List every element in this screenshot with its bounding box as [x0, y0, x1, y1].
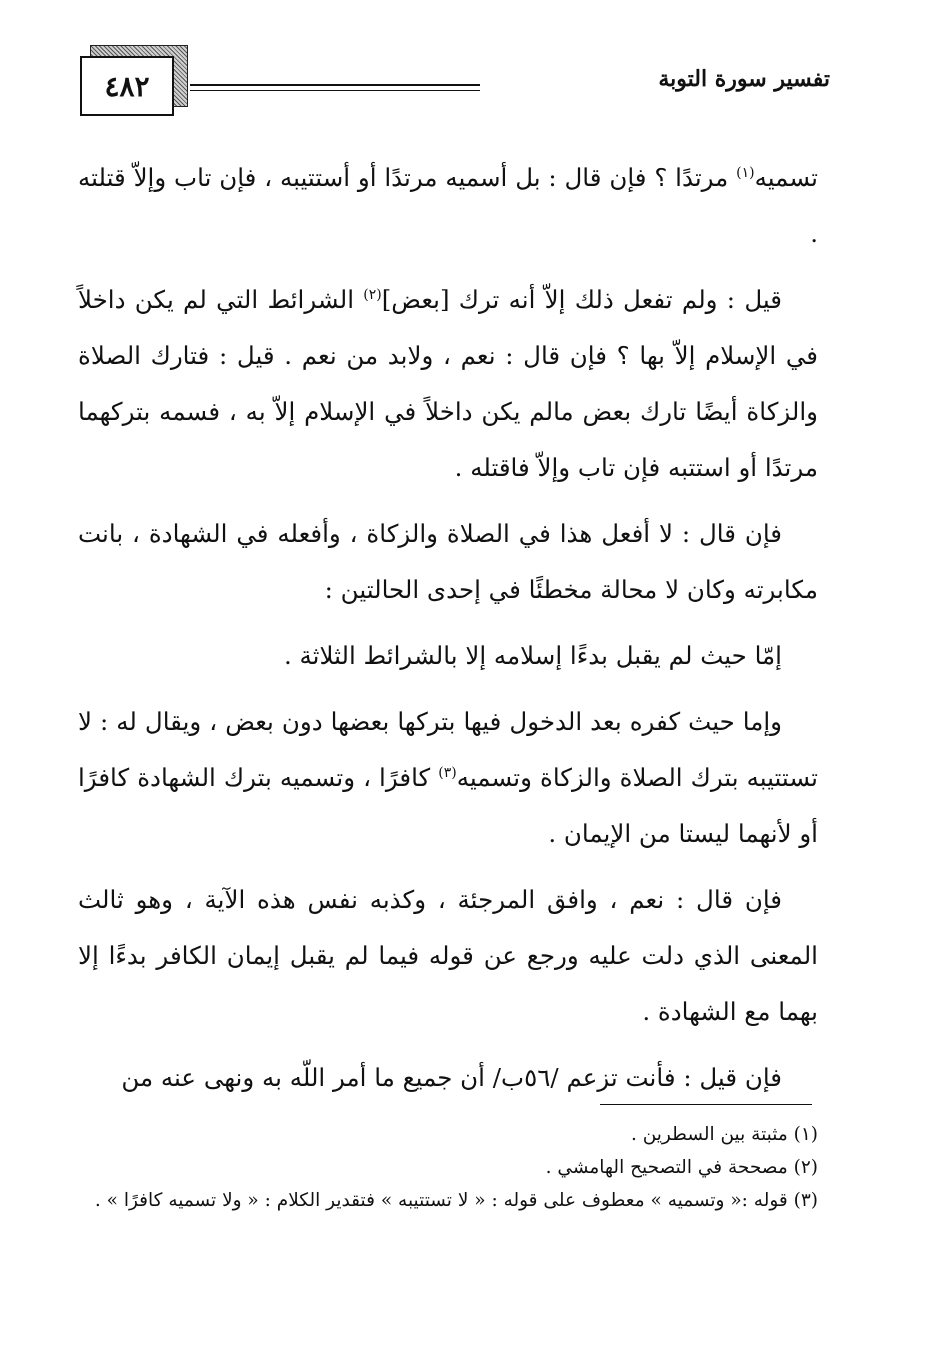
- page-header: [70, 40, 830, 120]
- header-rule: [190, 84, 480, 86]
- body-text: [78, 150, 818, 1116]
- footnote-marker-2: (٢): [363, 286, 382, 303]
- header-rule-thin: [190, 90, 480, 91]
- paragraph-text: وإما حيث كفره بعد الدخول فيها بتركها بعضها دون بعض ، ويقال له : لا تستتيبه بترك الصلاة والزكاة وتسميه: [78, 707, 818, 792]
- footnote-marker-1: (١): [736, 164, 755, 181]
- paragraph-7: فإن قيل : فأنت تزعم /٥٦ب/ أن جميع ما أمر اللّه به ونهى عنه من: [121, 1063, 782, 1092]
- paragraph-1: [78, 150, 818, 262]
- footnote-3: (٣) قوله :« وتسميه » معطوف على قوله : « لا تستتيبه » فتقدير الكلام : « ولا تسميه كافرًا » .: [94, 1190, 818, 1211]
- page-number: ٤٨٢: [104, 69, 150, 103]
- footnote-marker-3: (٣): [438, 764, 457, 781]
- paragraph-6: فإن قال : نعم ، وافق المرجئة ، وكذبه نفس هذه الآية ، وهو ثالث المعنى الذي دلت عليه ورجع عن قوله فيما لم يقبل إيمان الكافر بدءًا إلا بهما مع الشهادة .: [78, 885, 818, 1026]
- footnote-1: (١) مثبتة بين السطرين .: [630, 1124, 818, 1145]
- footnote-separator: [600, 1104, 812, 1105]
- paragraph-text: قيل : ولم تفعل ذلك إلاّ أنه ترك [بعض]: [381, 285, 782, 314]
- paragraph-text: الشرائط التي لم يكن داخلاً في الإسلام إلاّ بها ؟ فإن قال : نعم ، ولابد من نعم . قيل : فتارك الصلاة والزكاة أيضًا تارك بعض مالم يكن داخلاً في الإسلام إلاّ به ، فسمه بتركهما مرتدًا أو استتبه فإن تاب وإلاّ فاقتله .: [78, 285, 818, 482]
- footnote-2: (٢) مصححة في التصحيح الهامشي .: [545, 1157, 818, 1178]
- page-number-box: [80, 56, 174, 116]
- paragraph-4: إمّا حيث لم يقبل بدءًا إسلامه إلا بالشرائط الثلاثة .: [283, 641, 782, 670]
- paragraph-text: تسميه: [754, 163, 818, 192]
- paragraph-text: مرتدًا ؟ فإن قال : بل أسميه مرتدًا أو أستتيبه ، فإن تاب وإلاّ قتلته .: [78, 163, 818, 248]
- paragraph-3: فإن قال : لا أفعل هذا في الصلاة والزكاة ، وأفعله في الشهادة ، بانت مكابرته وكان لا محالة مخطئًا في إحدى الحالتين :: [78, 519, 818, 604]
- running-title: تفسير سورة التوبة: [658, 66, 830, 92]
- paragraph-5: [78, 694, 818, 862]
- paragraph-2: [78, 272, 818, 496]
- footnotes: [78, 1118, 818, 1217]
- paragraph-text: كافرًا ، وتسميه بترك الشهادة كافرًا أو لأنهما ليستا من الإيمان .: [78, 763, 818, 848]
